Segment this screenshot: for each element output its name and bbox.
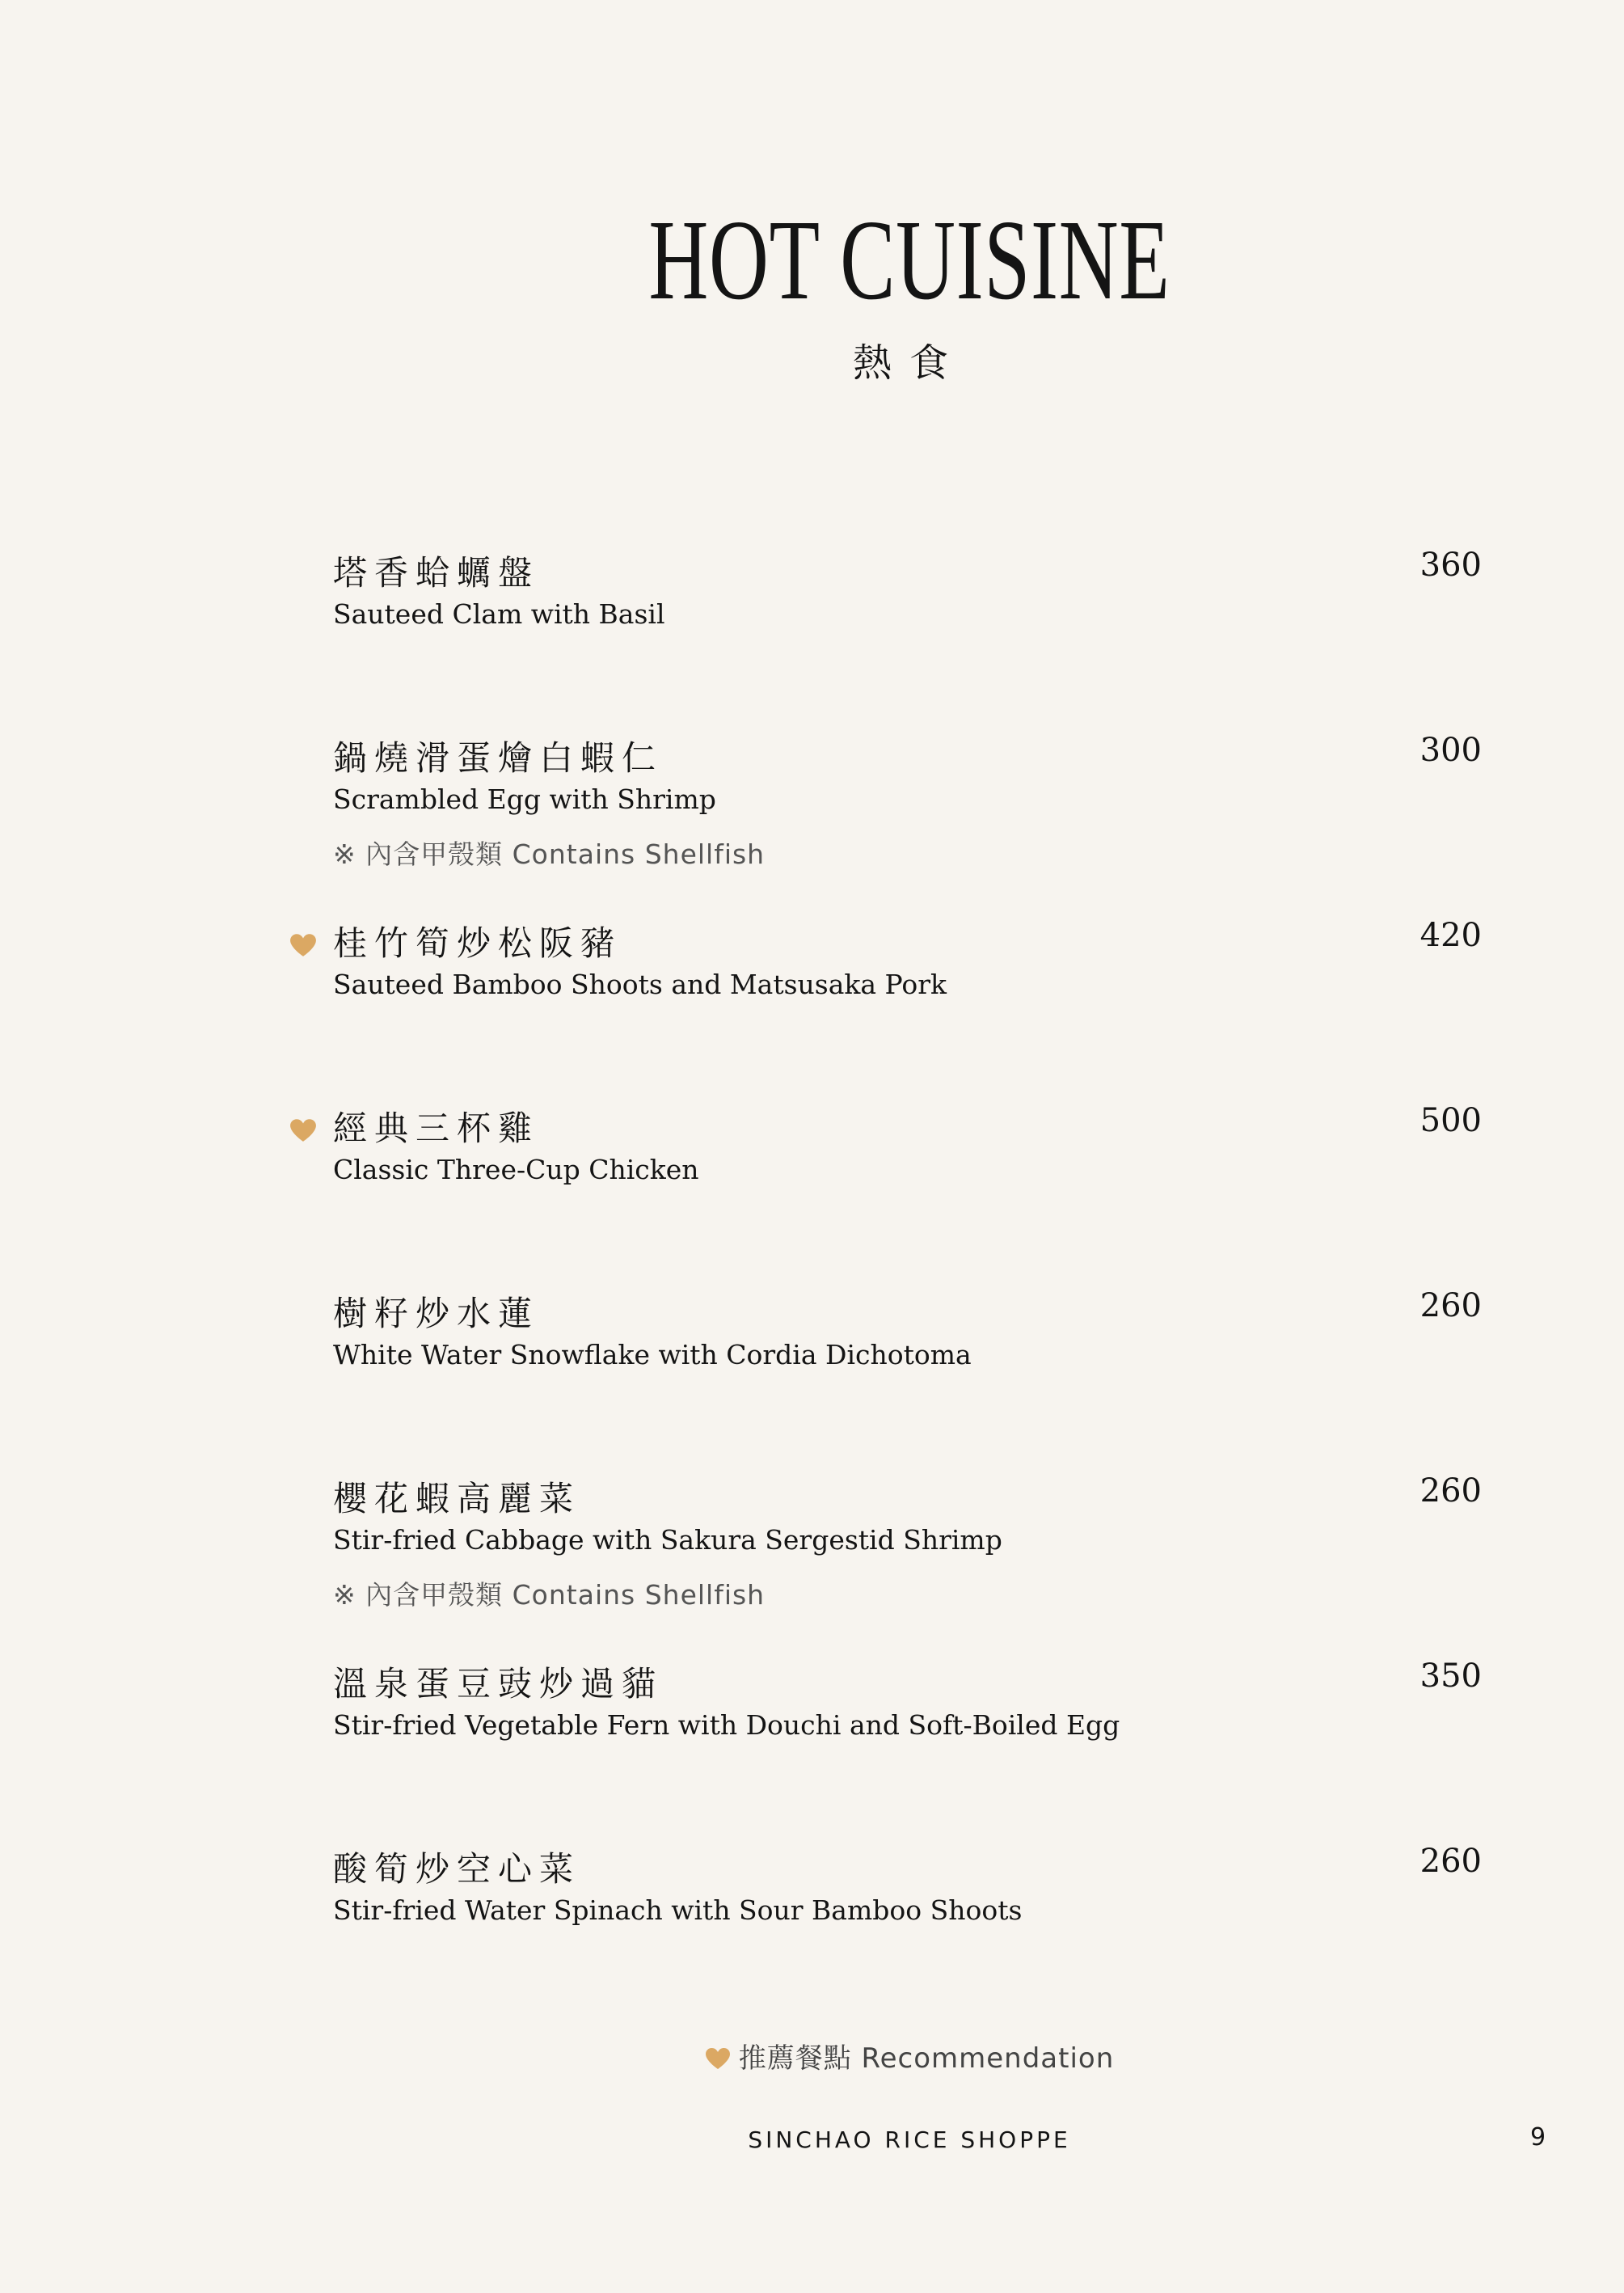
dish-name-zh: 塔香蛤蠣盤 (333, 553, 540, 593)
dish-name-en: Classic Three-Cup Chicken (333, 1154, 699, 1185)
dish-name-en: Sauteed Bamboo Shoots and Matsusaka Pork (333, 969, 947, 1000)
dish-name-zh: 溫泉蛋豆豉炒過貓 (333, 1664, 664, 1704)
dish-name-zh: 櫻花蝦高麗菜 (333, 1479, 581, 1518)
dish-price: 420 (1419, 917, 1482, 954)
dish-name-en: Stir-fried Vegetable Fern with Douchi and Soft-Boiled Egg (333, 1709, 1120, 1741)
allergen-note: ※ 內含甲殼類 Contains Shellfish (333, 838, 766, 870)
heart-icon (289, 1118, 317, 1142)
recommendation-legend (0, 2036, 1624, 2076)
allergen-note: ※ 內含甲殼類 Contains Shellfish (333, 1579, 766, 1611)
dish-name-en: Sauteed Clam with Basil (333, 598, 665, 630)
page-title: HOT CUISINE (648, 196, 1171, 323)
dish-price: 260 (1419, 1472, 1482, 1510)
dish-name-zh: 樹籽炒水蓮 (333, 1294, 540, 1333)
dish-price: 350 (1419, 1657, 1482, 1695)
dish-name-zh: 鍋燒滑蛋燴白蝦仁 (333, 738, 664, 778)
legend-label: 推薦餐點 Recommendation (738, 2042, 1115, 2075)
dish-name-zh: 桂竹筍炒松阪豬 (333, 923, 622, 963)
dish-name-en: Stir-fried Cabbage with Sakura Sergestid Shrimp (333, 1524, 1002, 1556)
dish-price: 260 (1419, 1843, 1482, 1880)
dish-name-en: Stir-fried Water Spinach with Sour Bamboo Shoots (333, 1894, 1023, 1926)
dish-price: 260 (1419, 1287, 1482, 1324)
dish-price: 300 (1419, 732, 1482, 769)
dish-price: 360 (1419, 547, 1482, 584)
heart-icon (289, 933, 317, 957)
dish-price: 500 (1419, 1102, 1482, 1139)
dish-name-en: White Water Snowflake with Cordia Dichotoma (333, 1339, 972, 1370)
dish-name-zh: 經典三杯雞 (333, 1108, 540, 1148)
page-subtitle: 熱食 (852, 340, 966, 386)
dish-name-zh: 酸筍炒空心菜 (333, 1849, 581, 1889)
brand-name: SINCHAO RICE SHOPPE (748, 2126, 1071, 2153)
dish-name-en: Scrambled Egg with Shrimp (333, 783, 716, 815)
page-number: 9 (1530, 2123, 1546, 2152)
heart-icon (705, 2047, 731, 2070)
